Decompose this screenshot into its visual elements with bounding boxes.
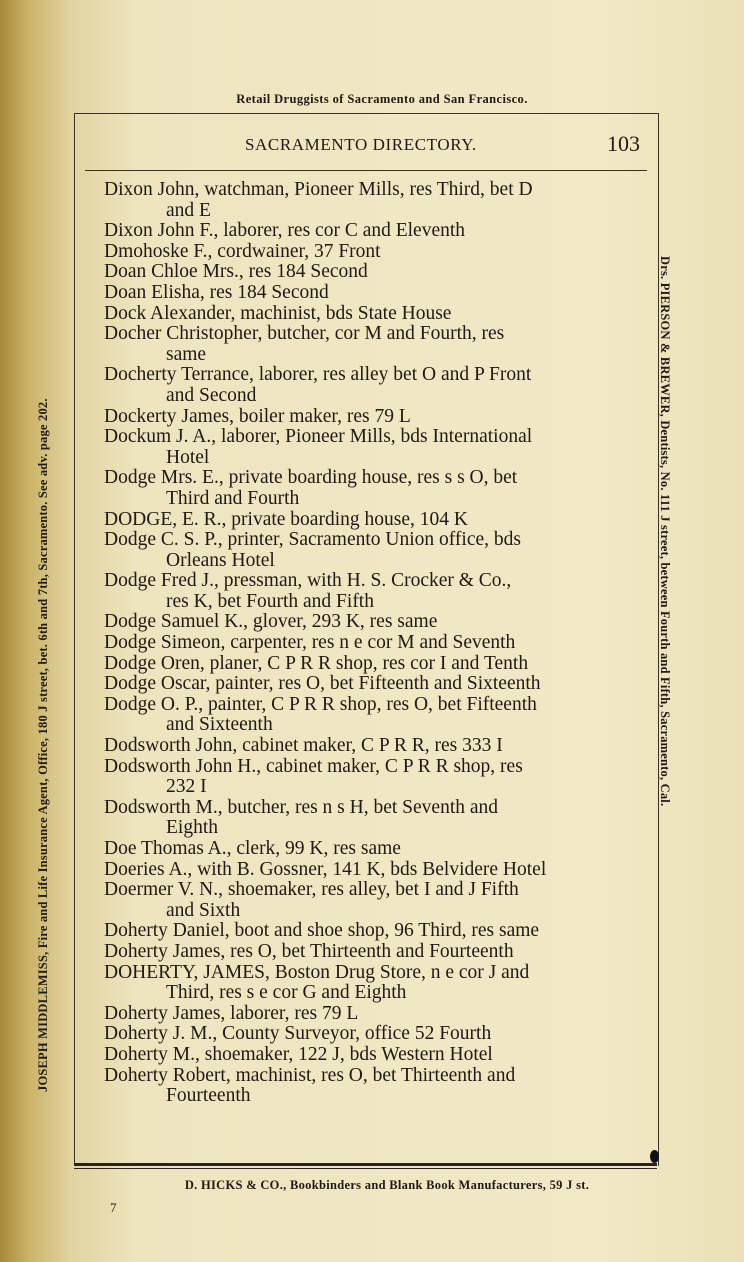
directory-entry	[104, 1045, 629, 1066]
entry-continuation: Third and Fourth	[166, 487, 300, 509]
entry-line: Dock Alexander, machinist, bds State House	[104, 302, 452, 324]
header-divider	[85, 170, 647, 171]
entry-continuation: Hotel	[166, 446, 210, 468]
entry-continuation: and Sixth	[166, 899, 241, 921]
directory-entry	[104, 1066, 629, 1107]
directory-entry	[104, 571, 629, 612]
directory-entry	[104, 798, 629, 839]
entry-line: DOHERTY, JAMES, Boston Drug Store, n e cor J and	[104, 961, 530, 983]
entry-line: Dodge Oren, planer, C P R R shop, res cor I and Tenth	[104, 652, 529, 674]
directory-entry	[104, 180, 629, 221]
directory-entry	[104, 530, 629, 571]
directory-entry	[104, 963, 629, 1004]
directory-entry	[104, 921, 629, 942]
directory-entry	[104, 1004, 629, 1025]
entry-line: Dockum J. A., laborer, Pioneer Mills, bds International	[104, 426, 533, 448]
page-title: SACRAMENTO DIRECTORY.	[245, 135, 477, 154]
entry-line: Doan Elisha, res 184 Second	[104, 281, 329, 303]
bottom-rule	[74, 1163, 657, 1166]
entry-line: Dodge Samuel K., glover, 293 K, res same	[104, 611, 438, 633]
entry-line: Dixon John F., laborer, res cor C and Eleventh	[104, 220, 466, 242]
directory-entry	[104, 427, 629, 468]
directory-entry	[104, 880, 629, 921]
entry-line: Dodge Simeon, carpenter, res n e cor M and Seventh	[104, 632, 516, 654]
entry-line: Dixon John, watchman, Pioneer Mills, res Third, bet D	[104, 179, 533, 200]
entry-line: Dockerty James, boiler maker, res 79 L	[104, 405, 411, 427]
directory-entry	[104, 262, 629, 283]
entry-continuation: and Sixteenth	[166, 714, 273, 736]
directory-entry	[104, 736, 629, 757]
entry-line: Dodge Fred J., pressman, with H. S. Crocker & Co.,	[104, 570, 512, 592]
directory-entry	[104, 221, 629, 242]
entry-line: Doherty M., shoemaker, 122 J, bds Western Hotel	[104, 1043, 493, 1065]
bottom-rule-thin	[74, 1168, 657, 1169]
entry-line: Doherty James, laborer, res 79 L	[104, 1002, 359, 1024]
entry-continuation: 232 I	[166, 776, 207, 798]
entry-line: DODGE, E. R., private boarding house, 104 K	[104, 508, 468, 530]
page-number: 103	[607, 131, 640, 156]
signature-mark: 7	[110, 1200, 117, 1215]
entry-line: Dodsworth John, cabinet maker, C P R R, res 333 I	[104, 735, 503, 757]
entry-line: Dodge C. S. P., printer, Sacramento Union office, bds	[104, 529, 521, 551]
directory-entry	[104, 304, 629, 325]
entry-continuation: res K, bet Fourth and Fifth	[166, 590, 374, 612]
entry-line: Dodsworth John H., cabinet maker, C P R R shop, res	[104, 755, 523, 777]
entry-line: Dodsworth M., butcher, res n s H, bet Seventh and	[104, 796, 499, 818]
entry-line: Doherty Robert, machinist, res O, bet Thirteenth and	[104, 1064, 516, 1086]
directory-entry	[104, 407, 629, 428]
ink-blot	[650, 1150, 659, 1163]
directory-entry	[104, 468, 629, 509]
right-margin-advertisement: Drs. PIERSON & BREWER, Dentists, No. 111 J street, between Fourth and Fifth, Sacramento, Cal.	[658, 256, 672, 807]
entry-continuation: Eighth	[166, 817, 218, 839]
directory-entry	[104, 365, 629, 406]
entry-line: Doermer V. N., shoemaker, res alley, bet I and J Fifth	[104, 879, 519, 901]
entry-line: Doe Thomas A., clerk, 99 K, res same	[104, 838, 401, 859]
entry-line: Doherty James, res O, bet Thirteenth and Fourteenth	[104, 940, 514, 962]
entry-line: Dodge Mrs. E., private boarding house, res s s O, bet	[104, 467, 518, 489]
directory-entry	[104, 242, 629, 263]
entry-line: Docher Christopher, butcher, cor M and Fourth, res	[104, 323, 505, 345]
bottom-advertisement: D. HICKS & CO., Bookbinders and Blank Book Manufacturers, 59 J st.	[184, 1178, 590, 1192]
directory-entry	[104, 633, 629, 654]
entry-line: Dodge Oscar, painter, res O, bet Fifteenth and Sixteenth	[104, 673, 541, 695]
entry-line: Doherty J. M., County Surveyor, office 52 Fourth	[104, 1023, 492, 1045]
entry-line: Doherty Daniel, boot and shoe shop, 96 Third, res same	[104, 920, 540, 942]
entry-continuation: same	[166, 343, 207, 365]
entry-continuation: and Second	[166, 384, 257, 406]
directory-entry	[104, 612, 629, 633]
directory-entry	[104, 324, 629, 365]
entry-line: Doeries A., with B. Gossner, 141 K, bds Belvidere Hotel	[104, 858, 547, 880]
left-margin-advertisement: JOSEPH MIDDLEMISS, Fire and Life Insurance Agent, Office, 180 J street, bet. 6th and 7th, Sacramento. See adv. page 202.	[36, 398, 50, 1092]
entry-continuation: Third, res s e cor G and Eighth	[166, 982, 407, 1004]
directory-entry	[104, 510, 629, 531]
entry-line: Dmohoske F., cordwainer, 37 Front	[104, 240, 381, 262]
directory-entry	[104, 695, 629, 736]
directory-entry	[104, 1024, 629, 1045]
directory-entry	[104, 757, 629, 798]
directory-entry	[104, 654, 629, 675]
entry-continuation: Fourteenth	[166, 1085, 251, 1107]
entry-continuation: and E	[166, 199, 211, 221]
directory-entries	[104, 180, 629, 1107]
directory-entry	[104, 839, 629, 860]
entry-line: Docherty Terrance, laborer, res alley bet O and P Front	[104, 364, 532, 386]
top-advertisement: Retail Druggists of Sacramento and San Francisco.	[236, 92, 528, 106]
directory-entry	[104, 283, 629, 304]
directory-entry	[104, 674, 629, 695]
entry-line: Doan Chloe Mrs., res 184 Second	[104, 261, 368, 283]
entry-line: Dodge O. P., painter, C P R R shop, res O, bet Fifteenth	[104, 693, 537, 715]
directory-entry	[104, 860, 629, 881]
directory-entry	[104, 942, 629, 963]
entry-continuation: Orleans Hotel	[166, 549, 275, 571]
